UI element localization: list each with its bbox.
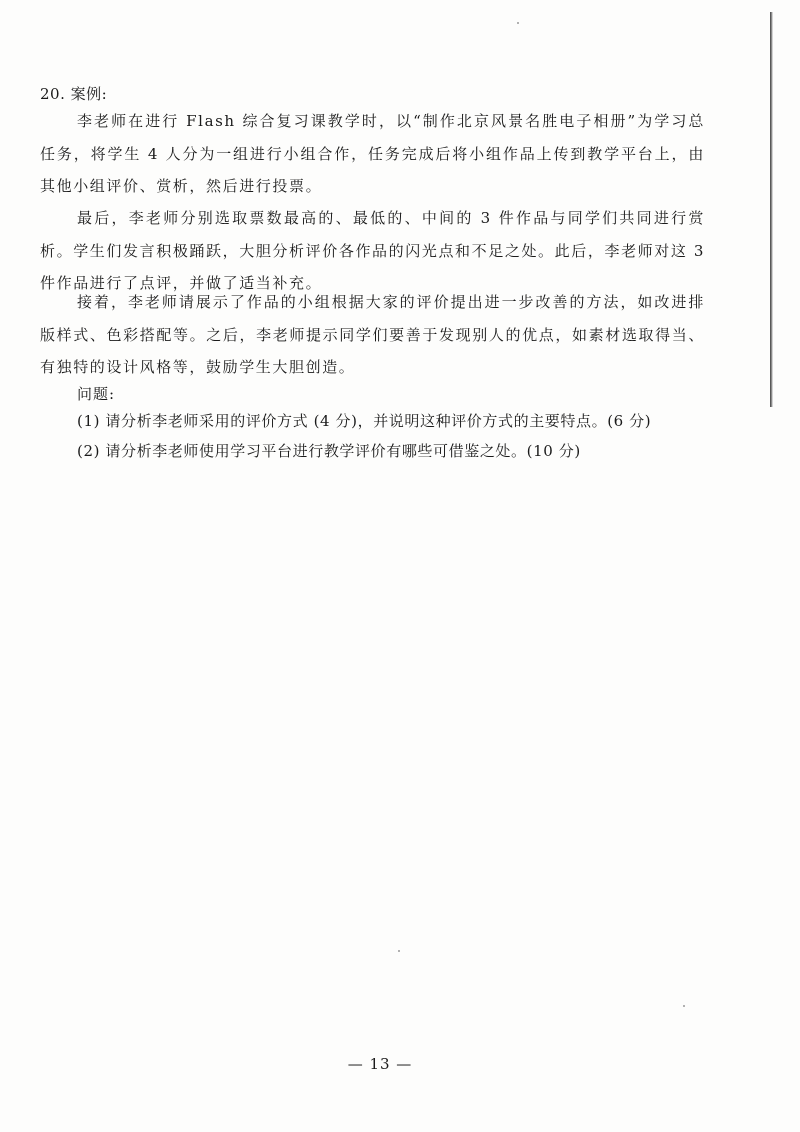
scan-speck (683, 1005, 685, 1007)
case-paragraph-3: 接着，李老师请展示了作品的小组根据大家的评价提出进一步改善的方法，如改进排版样式、色彩搭配等。之后，李老师提示同学们要善于发现别人的优点，如素材选取得当、有独特的设计风格等，鼓励学生大胆创造。 (40, 293, 705, 376)
scan-edge-mark (770, 12, 773, 407)
question-item-2: (2) 请分析李老师使用学习平台进行教学评价有哪些可借鉴之处。(10 分) (77, 442, 581, 460)
question-item-1: (1) 请分析李老师采用的评价方式 (4 分)，并说明这种评价方式的主要特点。(6 分) (77, 412, 652, 430)
case-paragraph-2: 最后，李老师分别选取票数最高的、最低的、中间的 3 件作品与同学们共同进行赏析。学生们发言积极踊跃，大胆分析评价各作品的闪光点和不足之处。此后，李老师对这 3 件作品进行了点评，并做了适当补充。 (40, 209, 705, 292)
case-paragraph-1: 李老师在进行 Flash 综合复习课教学时，以“制作北京风景名胜电子相册”为学习总任务，将学生 4 人分为一组进行小组合作，任务完成后将小组作品上传到教学平台上，由其他小组评价、赏析，然后进行投票。 (40, 112, 705, 195)
scan-speck (517, 22, 519, 24)
question-title: 20. 案例: (40, 85, 108, 103)
questions-label: 问题: (77, 385, 116, 403)
page-number: — 13 — (347, 1055, 413, 1073)
scan-speck (398, 950, 400, 952)
